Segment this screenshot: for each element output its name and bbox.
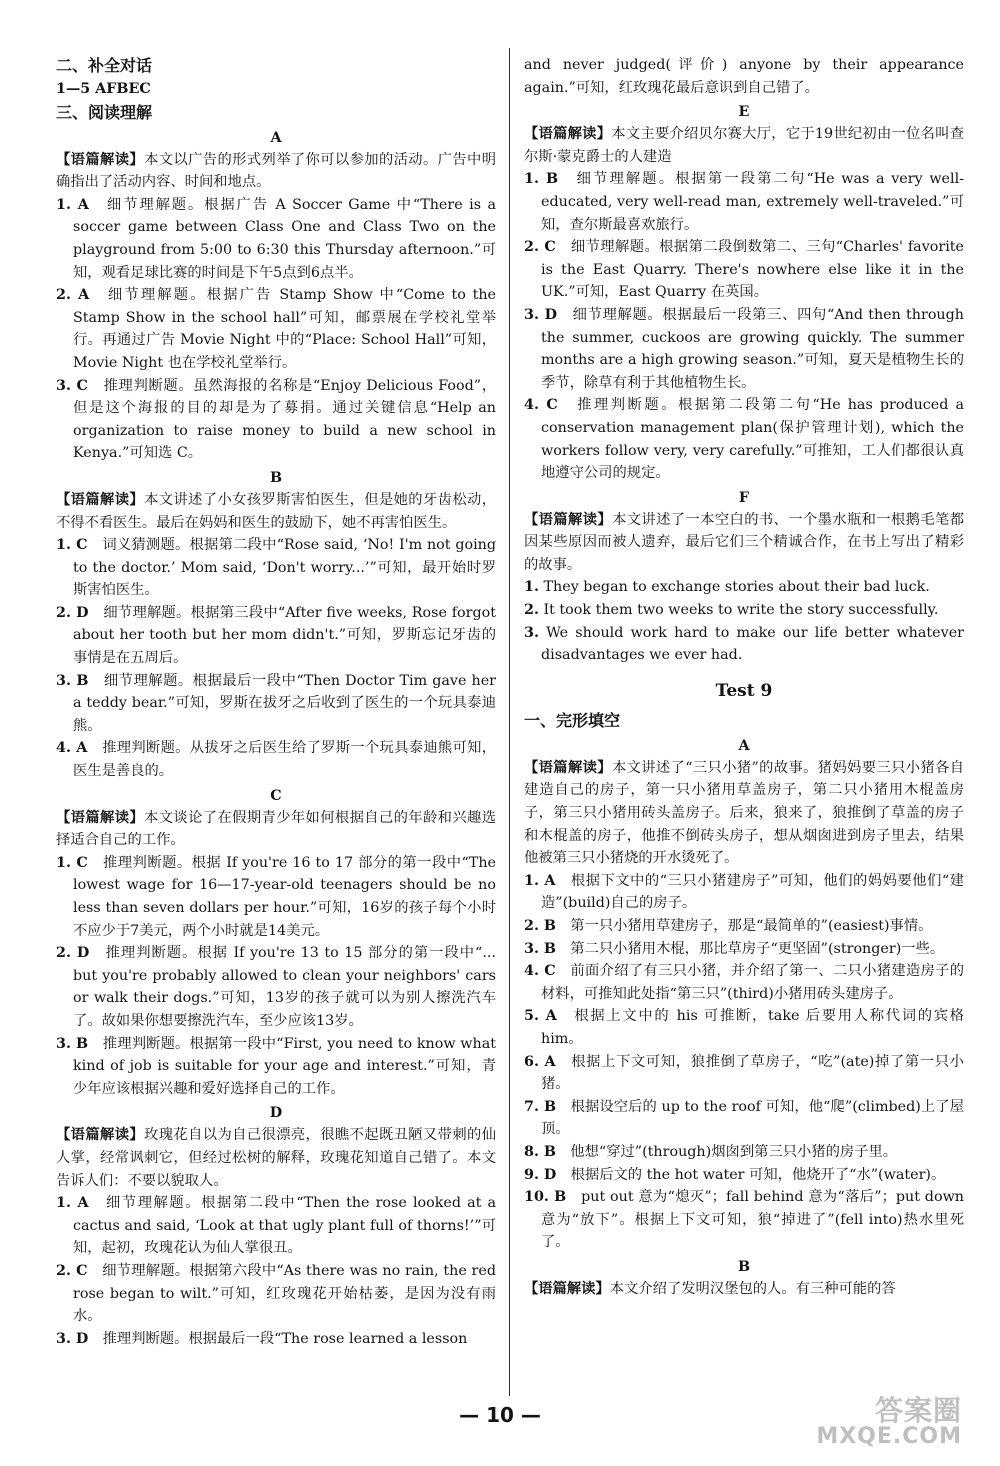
- answer-explanation: They began to exchange stories about their bad luck.: [543, 579, 930, 596]
- answer-explanation: 细节理解题。根据第六段中“As there was no rain, the red rose began to wilt.”可知，红玫瑰花开始枯萎，是因为没有雨水。: [73, 1262, 497, 1325]
- answer-item: [56, 1260, 496, 1328]
- answer-item: [56, 852, 496, 942]
- analysis-text: 本文讲述了“三只小猪”的故事。猪妈妈要三只小猪各自建造自己的房子，第一只小猪用草盖房子，第二只小猪用木棍盖房子，第三只小猪用砖头盖房子。后来，狼来了，狼推倒了草盖的房子和木棍盖的房子，他推不倒砖头房子，想从烟囱进到房子里去，结果他被第三只小猪烧的开水烫死了。: [524, 759, 964, 867]
- answer-key: 1.: [524, 579, 539, 596]
- analysis-tag: 【语篇解读】: [524, 759, 612, 776]
- analysis-tag: 【语篇解读】: [56, 809, 145, 826]
- answer-list: [56, 194, 496, 465]
- column-divider: [509, 48, 510, 1396]
- answer-key: 4. C: [524, 397, 558, 414]
- answer-key: 3.: [524, 624, 539, 641]
- answer-key: 4. C: [524, 963, 556, 980]
- answer-key: 2. B: [524, 918, 556, 934]
- analysis-text: 玫瑰花自以为自己很漂亮，很瞧不起既丑陋又带刺的仙人掌，经常讽刺它，但经过松树的解释，玫瑰花知道自己错了。本文告诉人们：不要以貌取人。: [56, 1127, 496, 1189]
- answer-explanation: 推理判断题。根据 If you're 13 to 15 部分的第一段中“... but you're probably allowed to clean your neighbors' cars or walk their dogs.”可知，13岁的孩子就可以为别人擦洗汽车了。故如果你想要擦洗汽车，至少应该13岁。: [73, 945, 496, 1029]
- answer-key: 1. A: [56, 1195, 89, 1212]
- right-column: [524, 54, 964, 1301]
- answer-item: [524, 960, 964, 1005]
- answer-item: [524, 870, 964, 915]
- answer-explanation: 根据上下文可知，狼推倒了草房子，“吃”(ate)掉了第一只小猪。: [541, 1053, 964, 1093]
- passage-label-c: C: [270, 787, 282, 804]
- answer-key: 1. A: [56, 196, 89, 213]
- answer-item: [56, 375, 496, 465]
- answer-key: 4. A: [56, 740, 88, 757]
- answer-key: 2. D: [56, 604, 89, 621]
- answer-item: [524, 394, 964, 484]
- analysis-text: 本文以广告的形式列举了你可以参加的活动。广告中明确指出了活动内容、时间和地点。: [56, 151, 496, 191]
- test-title: Test 9: [715, 680, 773, 701]
- section-heading-cloze: 一、完形填空: [524, 710, 621, 730]
- answer-explanation: 推理判断题。根据第二段第二句“He has produced a conservation management plan(保护管理计划), which the workers follow very, very carefully.”可推知，工人们都很认真地遵守公司的规定。: [541, 397, 964, 482]
- answer-key: 7. B: [524, 1098, 557, 1115]
- answer-key: 3. B: [56, 1035, 89, 1052]
- watermark-en: MXQE.COM: [816, 1424, 962, 1449]
- analysis-tag: 【语篇解读】: [56, 151, 145, 168]
- answer-item: [524, 236, 964, 304]
- answer-key: 6. A: [524, 1053, 556, 1070]
- passage-label-b: B: [269, 469, 283, 486]
- answer-item: [524, 576, 964, 599]
- answer-item: [56, 1192, 496, 1260]
- answer-explanation: 细节理解题。根据最后一段中“Then Doctor Tim gave her a teddy bear.”可知，罗斯在拔牙之后收到了医生的一个玩具泰迪熊。: [73, 672, 496, 734]
- answer-item: [56, 602, 496, 670]
- answer-key: 9. D: [524, 1166, 557, 1183]
- answer-key: 10. B: [524, 1189, 567, 1206]
- answer-item: [56, 534, 496, 602]
- answer-key: 1. C: [56, 537, 88, 554]
- dialogue-answers: 1—5 AFBEC: [56, 81, 151, 97]
- analysis-tag: 【语篇解读】: [524, 511, 613, 528]
- watermark-cn: 答案圈: [874, 1394, 962, 1427]
- section-heading-dialogue: 二、补全对话: [56, 56, 153, 75]
- answer-item: [524, 1141, 964, 1164]
- answer-key: 2. A: [56, 287, 90, 304]
- answer-key: 3. D: [56, 1330, 89, 1347]
- answer-item: [56, 1328, 496, 1351]
- analysis-tag: 【语篇解读】: [56, 1127, 145, 1144]
- answer-item: [524, 304, 964, 394]
- analysis-text: 本文谈论了在假期青少年如何根据自己的年龄和兴趣选择适合自己的工作。: [56, 809, 496, 849]
- answer-item: [524, 1096, 964, 1141]
- answer-key: 2. D: [56, 945, 90, 962]
- answer-item: [524, 622, 964, 667]
- passage-label-f: F: [738, 489, 750, 506]
- answer-explanation: 细节理解题。根据第三段中“After five weeks, Rose forgot about her tooth but her mom didn't.”可知，罗斯忘记牙齿的事情是在五周后。: [73, 604, 496, 667]
- answer-list: [56, 534, 496, 783]
- answer-item: [56, 1033, 496, 1101]
- passage-label-d: D: [269, 1105, 283, 1122]
- answer-explanation: 推理判断题。根据 If you're 16 to 17 部分的第一段中“The lowest wage for 16—17-year-old teenagers should be no less than seven dollars per hour.”可知，16岁的孩子每个小时不应少于7美元，两个小时就是14美元。: [73, 854, 496, 939]
- answer-list: [524, 870, 964, 1254]
- section-heading-reading: 三、阅读理解: [56, 102, 153, 122]
- passage-analysis: [524, 1278, 964, 1301]
- passage-analysis: [524, 123, 964, 168]
- answer-explanation: 第一只小猪用草建房子，那是“最简单的”(easiest)事情。: [570, 918, 933, 934]
- answer-key: 1. C: [56, 854, 88, 871]
- answer-explanation: 根据上文中的 his 可推断，take 后要用人称代词的宾格 him。: [541, 1008, 964, 1047]
- answer-list: [524, 168, 964, 484]
- answer-key: 3. D: [524, 306, 557, 323]
- answer-explanation: 前面介绍了有三只小猪，并介绍了第一、二只小猪建造房子的材料，可推知此处指“第三只”(third)小猪用砖头建房子。: [541, 963, 965, 1002]
- answer-explanation: 推理判断题。虽然海报的名称是“Enjoy Delicious Food”，但是这个海报的目的却是为了募捐。通过关键信息“Help an organization to raise money to build a new school in Kenya.”可知选 C。: [73, 377, 496, 462]
- answer-item: [524, 1186, 964, 1254]
- answer-item: [56, 194, 496, 284]
- answer-item: [524, 1051, 964, 1096]
- answer-key: 5. A: [524, 1008, 557, 1025]
- answer-explanation: 细节理解题。根据第二段倒数第二、三句“Charles' favorite is the East Quarry. There's nowhere else like it in the UK.”可知，East Quarry 在英国。: [541, 239, 964, 301]
- answer-explanation: 细节理解题。根据最后一段第三、四句“And then through the summer, cuckoos are growing quickly. The summer months are a high growing season.”可知，夏天是植物生长的季节，除草有利于其他植物生长。: [541, 306, 964, 391]
- answer-explanation: 根据下文中的“三只小猪建房子”可知，他们的妈妈要他们“建造”(build)自己的房子。: [541, 872, 964, 912]
- answer-explanation: 词义猜测题。根据第二段中“Rose said, ‘No! I'm not going to the doctor.’ Mom said, ‘Don't worry...’”可知，最开始时罗斯害怕医生。: [73, 537, 497, 599]
- answer-item: [56, 284, 496, 374]
- answer-key: 2.: [524, 602, 539, 619]
- answer-explanation: 细节理解题。根据第一段第二句“He was a very well-educated, very well-read man, extremely well-traveled.”可知，查尔斯最喜欢旅行。: [541, 171, 964, 233]
- watermark: [816, 1394, 962, 1450]
- passage-label-a: A: [270, 129, 282, 146]
- answer-list: [56, 1192, 496, 1350]
- passage-label-e: E: [738, 104, 750, 121]
- analysis-text: 本文主要介绍贝尔赛大厅，它于19世纪初由一位名叫查尔斯·蒙克爵士的人建造: [524, 126, 964, 165]
- answer-item: [524, 1005, 964, 1050]
- answer-explanation: 第二只小猪用木棍，那比草房子“更坚固”(stronger)一些。: [570, 940, 945, 957]
- answer-explanation: It took them two weeks to write the story successfully.: [543, 602, 939, 619]
- answer-key: 8. B: [524, 1143, 556, 1160]
- answer-key: 3. B: [56, 672, 89, 689]
- analysis-text: 本文讲述了小女孩罗斯害怕医生，但是她的牙齿松动，不得不看医生。最后在妈妈和医生的鼓励下，她不再害怕医生。: [56, 491, 496, 531]
- answer-item: [524, 938, 964, 961]
- analysis-tag: 【语篇解读】: [56, 491, 145, 508]
- analysis-tag: 【语篇解读】: [524, 126, 612, 143]
- passage-analysis: [56, 1124, 496, 1192]
- answer-key: 3. C: [56, 377, 88, 394]
- passage-analysis: [524, 757, 964, 870]
- answer-item: [524, 915, 964, 938]
- answer-key: 2. C: [56, 1262, 88, 1279]
- answer-key: 3. B: [524, 940, 556, 957]
- answer-explanation: We should work hard to make our life better whatever disadvantages we ever had.: [541, 624, 964, 664]
- answer-key: 1. B: [524, 171, 559, 188]
- answer-item: [56, 670, 496, 738]
- analysis-tag: 【语篇解读】: [524, 1280, 610, 1297]
- answer-item: [56, 737, 496, 782]
- answer-explanation: 推理判断题。从拔牙之后医生给了罗斯一个玩具泰迪熊可知，医生是善良的。: [73, 740, 497, 780]
- passage-label-a: A: [738, 737, 750, 754]
- answer-item: [56, 942, 496, 1032]
- answer-explanation: 细节理解题。根据第二段中“Then the rose looked at a cactus and said, ‘Look at that ugly plant full of thorns!’”可知，起初，玫瑰花认为仙人掌很丑。: [73, 1195, 497, 1257]
- answer-list: [524, 576, 964, 666]
- answer-explanation: 推理判断题。根据第一段中“First, you need to know what kind of job is suitable for your age and interest.”可知，青少年应该根据兴趣和爱好选择自己的工作。: [73, 1035, 496, 1097]
- answer-list: [56, 852, 496, 1101]
- answer-explanation: 根据设空后的 up to the roof 可知，他“爬”(climbed)上了屋顶。: [541, 1098, 965, 1138]
- answer-item: [524, 599, 964, 622]
- passage-analysis: [524, 509, 964, 577]
- answer-key: 2. C: [524, 239, 556, 256]
- answer-explanation: 细节理解题。根据广告 A Soccer Game 中“There is a soccer game between Class One and Class Two on the playground from 5:00 to 6:30 this Thursday afternoon.”可知，观看足球比赛的时间是下午5点到6点半。: [73, 196, 497, 281]
- passage-label-b: B: [737, 1258, 751, 1275]
- answer-explanation: 根据后文的 the hot water 可知，他烧开了“水”(water)。: [570, 1166, 946, 1183]
- passage-analysis: [56, 149, 496, 194]
- answer-item: [524, 1164, 964, 1187]
- answer-key: 1. A: [524, 872, 556, 889]
- analysis-text: 本文讲述了一本空白的书、一个墨水瓶和一根鹅毛笔都因某些原因而被人遗弃，最后它们三个精诚合作，在书上写出了精彩的故事。: [524, 511, 964, 573]
- continued-explanation: and never judged(评价) anyone by their appearance again.”可知，红玫瑰花最后意识到自己错了。: [524, 57, 964, 96]
- page-number: — 10 —: [459, 1403, 541, 1427]
- answer-explanation: put out 意为“熄灭”；fall behind 意为“落后”；put down 意为“放下”。根据上下文可知，狼“掉进了”(fell into)热水里死了。: [541, 1189, 965, 1251]
- passage-analysis: [56, 807, 496, 852]
- analysis-text: 本文介绍了发明汉堡包的人。有三种可能的答: [609, 1280, 896, 1297]
- answer-explanation: 细节理解题。根据广告 Stamp Show 中“Come to the Stamp Show in the school hall”可知，邮票展在学校礼堂举行。再通过广告 Movie Night 中的“Place: School Hall”可知，Movie Night 也在学校礼堂举行。: [73, 287, 497, 371]
- answer-item: [524, 168, 964, 236]
- passage-analysis: [56, 489, 496, 534]
- left-column: [56, 54, 496, 1350]
- answer-explanation: 他想“穿过”(through)烟囱到第三只小猪的房子里。: [570, 1143, 898, 1160]
- answer-explanation: 推理判断题。根据最后一段“The rose learned a lesson: [102, 1330, 468, 1347]
